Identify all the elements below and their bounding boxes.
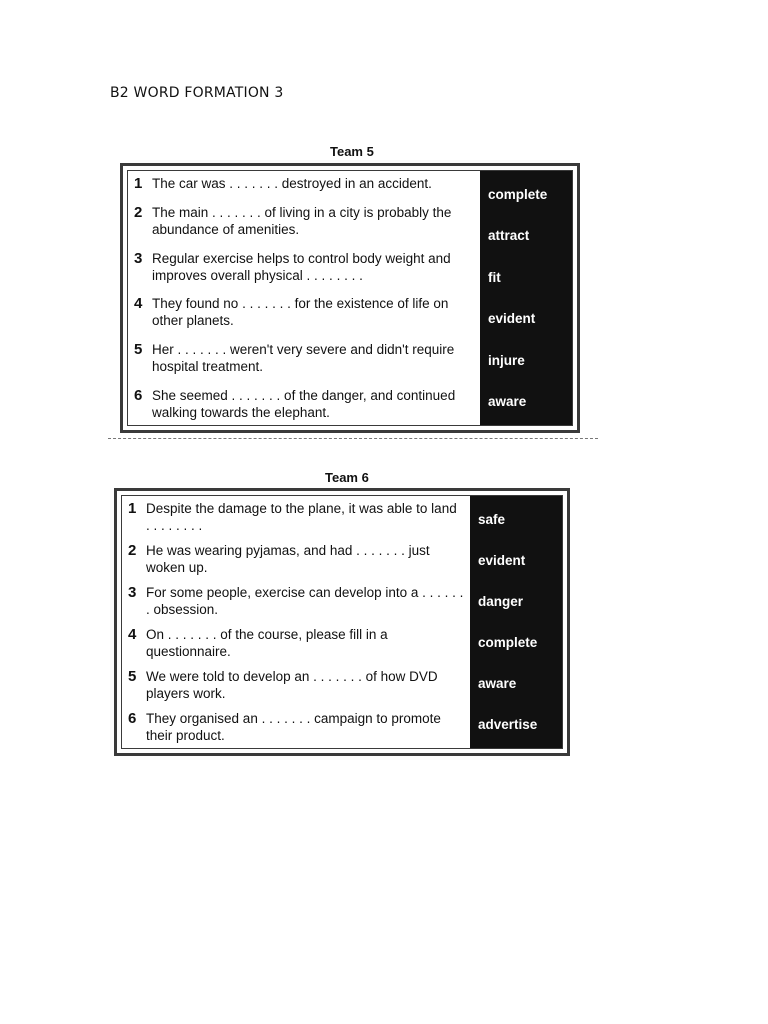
team-6-question-1: 1 Despite the damage to the plane, it was able to land . . . . . . . . <box>128 500 457 533</box>
team-6-questions <box>122 496 470 748</box>
dashed-divider <box>108 438 598 439</box>
team-6-word-1: safe <box>478 511 506 527</box>
team-5-exercise-box <box>120 163 580 433</box>
team-6-word-4: complete <box>478 635 538 651</box>
team-5-word-1: complete <box>488 186 548 202</box>
team-5-question-1: 1 The car was . . . . . . . destroyed in an accident. <box>134 175 432 192</box>
team-6-word-2: evident <box>478 552 526 568</box>
team-5-question-3: 3 Regular exercise helps to control body weight and improves overall physical . . . . . . . . <box>134 249 451 283</box>
team-6-question-4: 4 On . . . . . . . of the course, please fill in a questionnaire. <box>128 626 388 659</box>
team-5-word-6: aware <box>488 394 527 410</box>
team-5-question-6: 6 She seemed . . . . . . . of the danger, and continued walking towards the elephant. <box>134 386 456 420</box>
document-title: B2 WORD FORMATION 3 <box>110 85 284 101</box>
team-5-word-5: injure <box>488 352 525 368</box>
team-6-word-column <box>470 496 562 748</box>
team-5-word-3: fit <box>488 269 501 285</box>
team-5-word-2: attract <box>488 228 530 244</box>
team-6-question-6: 6 They organised an . . . . . . . campaign to promote their product. <box>128 710 441 743</box>
team-5-questions <box>128 171 480 425</box>
team-6-heading: Team 6 <box>325 470 369 485</box>
team-5-heading: Team 5 <box>330 144 374 159</box>
team-5-word-4: evident <box>488 311 536 327</box>
team-6-exercise-box <box>114 488 570 756</box>
team-5-question-2: 2 The main . . . . . . . of living in a city is probably the abundance of amenities. <box>134 203 452 237</box>
team-6-question-3: 3 For some people, exercise can develop into a . . . . . . . obsession. <box>128 584 464 617</box>
team-6-word-6: advertise <box>478 717 538 733</box>
team-5-question-5: 5 Her . . . . . . . weren't very severe and didn't require hospital treatment. <box>134 341 455 375</box>
team-6-word-3: danger <box>478 593 524 609</box>
team-5-word-column <box>480 171 572 425</box>
team-6-word-5: aware <box>478 676 517 692</box>
team-6-question-2: 2 He was wearing pyjamas, and had . . . . . . . just woken up. <box>128 542 430 575</box>
team-5-question-4: 4 They found no . . . . . . . for the existence of life on other planets. <box>134 295 449 329</box>
team-6-question-5: 5 We were told to develop an . . . . . . . of how DVD players work. <box>128 668 438 701</box>
